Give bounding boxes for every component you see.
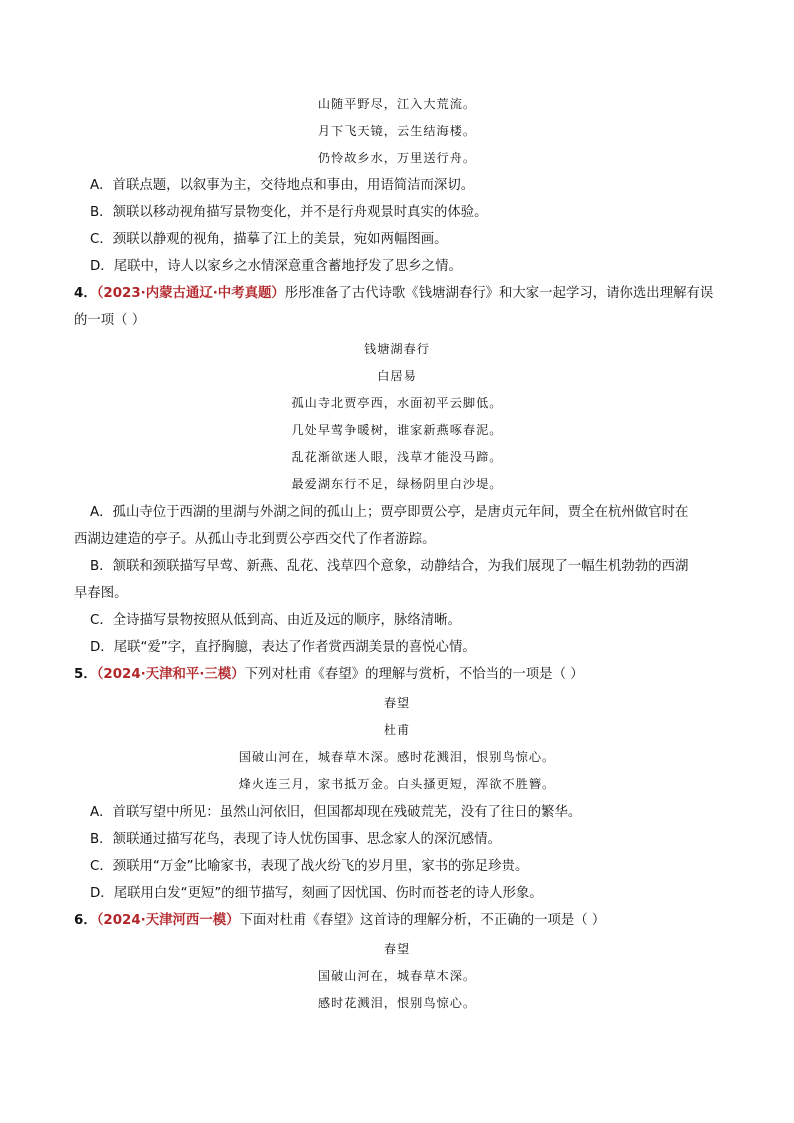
question-text: 下列对杜甫《春望》的理解与赏析，不恰当的一项是（ ） xyxy=(244,667,584,682)
poem-line: 最爱湖东行不足，绿杨阴里白沙堤。 xyxy=(291,477,503,491)
question-text: 下面对杜甫《春望》这首诗的理解分析，不正确的一项是（ ） xyxy=(239,913,606,928)
option-c: C．颈联以静观的视角，描摹了江上的美景，宛如两幅图画。 xyxy=(90,232,448,247)
question-4-stem-cont: 的一项（ ） xyxy=(74,313,146,328)
poem-title: 春望 xyxy=(383,942,411,956)
option-a: A．孤山寺位于西湖的里湖与外湖之间的孤山上；贾亭即贾公亭，是唐贞元年间，贾全在杭州做官时在 xyxy=(90,505,689,520)
poem-line: 乱花渐欲迷人眼，浅草才能没马蹄。 xyxy=(291,450,503,464)
poem-line: 烽火连三月，家书抵万金。白头搔更短，浑欲不胜簪。 xyxy=(238,777,556,791)
poem-title: 春望 xyxy=(383,696,411,710)
poem-line: 孤山寺北贾亭西，水面初平云脚低。 xyxy=(291,396,503,410)
poem-line: 几处早莺争暖树，谁家新燕啄春泥。 xyxy=(291,423,503,437)
question-6-stem xyxy=(74,911,734,930)
question-text: 彤彤准备了古代诗歌《钱塘湖春行》和大家一起学习，请你选出理解有误 xyxy=(284,286,714,301)
question-number: 5． xyxy=(74,667,97,682)
option-c: C．全诗描写景物按照从低到高、由近及远的顺序，脉络清晰。 xyxy=(90,613,461,628)
question-source: （2024·天津和平·三模） xyxy=(96,667,245,682)
option-b: B．颔联和颈联描写早莺、新燕、乱花、浅草四个意象，动静结合，为我们展现了一幅生机勃勃的西湖 xyxy=(90,559,689,574)
poem-author: 杜甫 xyxy=(383,723,411,737)
option-a-cont: 西湖边建造的亭子。从孤山寺北到贾公亭西交代了作者游踪。 xyxy=(74,532,436,547)
question-source: （2024·天津河西一模） xyxy=(96,913,240,928)
option-b-cont: 早春图。 xyxy=(74,586,128,601)
option-c: C．颈联用“万金”比喻家书，表现了战火纷飞的岁月里，家书的弥足珍贵。 xyxy=(90,859,529,874)
poem-line: 感时花溅泪，恨别鸟惊心。 xyxy=(317,996,477,1010)
poem-line: 山随平野尽，江入大荒流。 xyxy=(317,97,477,111)
question-number: 4． xyxy=(74,286,97,301)
question-4-stem xyxy=(74,284,734,303)
poem-line: 国破山河在，城春草木深。感时花溅泪，恨别鸟惊心。 xyxy=(238,750,556,764)
option-a: A．首联点题，以叙事为主，交待地点和事由，用语简洁而深切。 xyxy=(90,178,475,193)
option-d: D．尾联“爱”字，直抒胸臆，表达了作者赏西湖美景的喜悦心情。 xyxy=(90,640,476,655)
poem-author: 白居易 xyxy=(377,369,417,383)
poem-line: 月下飞天镜，云生结海楼。 xyxy=(317,124,477,138)
poem-line: 国破山河在，城春草木深。 xyxy=(317,969,477,983)
option-d: D．尾联用白发“更短”的细节描写，刻画了因忧国、伤时而苍老的诗人形象。 xyxy=(90,886,543,901)
question-number: 6． xyxy=(74,913,97,928)
option-b: B．颔联通过描写花鸟，表现了诗人忧伤国事、思念家人的深沉感情。 xyxy=(90,832,501,847)
poem-line: 仍怜故乡水，万里送行舟。 xyxy=(317,151,477,165)
option-d: D．尾联中，诗人以家乡之水情深意重含蓄地抒发了思乡之情。 xyxy=(90,259,462,274)
option-a: A．首联写望中所见：虽然山河依旧，但国都却现在残破荒芜，没有了往日的繁华。 xyxy=(90,805,582,820)
poem-title: 钱塘湖春行 xyxy=(364,342,430,356)
question-5-stem xyxy=(74,665,734,684)
option-b: B．颔联以移动视角描写景物变化，并不是行舟观景时真实的体验。 xyxy=(90,205,488,220)
question-source: （2023·内蒙古通辽·中考真题） xyxy=(96,286,285,301)
